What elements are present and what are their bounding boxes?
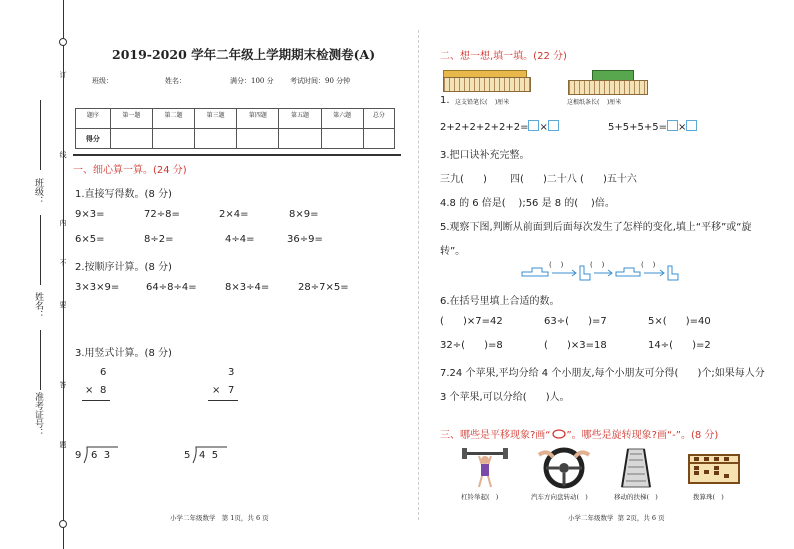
escalator-icon bbox=[618, 447, 654, 489]
class-label: 班级： bbox=[33, 178, 43, 205]
paper-caption: 这根纸条长( )厘米 bbox=[567, 99, 622, 106]
arrow-2 bbox=[594, 270, 612, 276]
q3-item: ( )五十六 bbox=[580, 174, 637, 185]
q6-item: ( )×7=42 bbox=[440, 316, 503, 327]
header-cell: 第五题 bbox=[279, 109, 321, 129]
vert1-bottom: 8 bbox=[100, 385, 107, 396]
q2-expr2-text: 5+5+5+5= bbox=[608, 122, 667, 133]
left-footer: 小学二年级数学 第 1页，共 6 页 bbox=[170, 514, 269, 522]
weightlifter-icon bbox=[462, 447, 508, 489]
q1-item: 9×3= bbox=[75, 209, 105, 220]
picture-caption: 移动的扶梯( ) bbox=[614, 493, 658, 501]
section-divider bbox=[73, 154, 401, 156]
q2-expr2 bbox=[608, 120, 697, 133]
name-line bbox=[40, 215, 41, 285]
q1-number: 1. bbox=[440, 95, 450, 106]
abacus-icon bbox=[688, 452, 740, 486]
binding-char: 内 bbox=[59, 219, 67, 227]
shape-4 bbox=[668, 266, 678, 280]
header-cell: 第二题 bbox=[152, 109, 194, 129]
binding-char: 线 bbox=[59, 151, 67, 159]
q1-item: 8÷2= bbox=[144, 234, 174, 245]
answer-box[interactable] bbox=[686, 120, 697, 131]
section1-title: 一、细心算一算。(24 分) bbox=[73, 165, 187, 176]
q1-item: 36÷9= bbox=[287, 234, 323, 245]
q3-label-right: 3.把口诀补充完整。 bbox=[440, 150, 530, 161]
picture-caption: 拨算珠( ) bbox=[693, 493, 724, 501]
picture-caption: 汽车方向盘转动( ) bbox=[531, 493, 588, 501]
info-name: 姓名： bbox=[165, 77, 186, 85]
header-cell: 题序 bbox=[76, 109, 111, 129]
header-cell: 第六题 bbox=[321, 109, 363, 129]
score-cell[interactable] bbox=[321, 129, 363, 149]
vert1-op: × bbox=[85, 385, 94, 396]
q6-label: 6.在括号里填上合适的数。 bbox=[440, 296, 560, 307]
ruler-image bbox=[568, 80, 648, 95]
section3-title-part2: ”。哪些是旋转现象?画“-”。(8 分) bbox=[566, 430, 719, 441]
q4-text: 4.8 的 6 倍是( );56 是 8 的( )倍。 bbox=[440, 198, 615, 209]
q5-blank[interactable]: ( ) bbox=[549, 261, 564, 269]
q2-item: 8×3÷4= bbox=[225, 282, 270, 293]
info-class: 班级： bbox=[92, 77, 113, 85]
header-cell: 第一题 bbox=[110, 109, 152, 129]
section3-title bbox=[440, 426, 718, 441]
q1-item: 2×4= bbox=[219, 209, 249, 220]
q2-label: 2.按顺序计算。(8 分) bbox=[75, 262, 172, 273]
q5-blank[interactable]: ( ) bbox=[641, 261, 656, 269]
header-cell: 第四题 bbox=[237, 109, 279, 129]
binding-line bbox=[63, 0, 64, 549]
info-full-score: 满分：100 分 bbox=[230, 77, 274, 85]
pencil-caption: 这支铅笔长( )厘米 bbox=[455, 99, 510, 106]
header-cell: 总分 bbox=[363, 109, 394, 129]
header-cell: 第三题 bbox=[195, 109, 237, 129]
shape-3 bbox=[616, 268, 640, 276]
q2-item: 28÷7×5= bbox=[298, 282, 349, 293]
q6-item: 14÷( )=2 bbox=[648, 340, 711, 351]
ruler-image bbox=[443, 77, 531, 92]
vert2-line bbox=[208, 400, 238, 401]
times-sign: × bbox=[677, 122, 687, 133]
circle-mark-icon bbox=[551, 429, 567, 439]
vert2-bottom: 7 bbox=[228, 385, 235, 396]
q1-item: 72÷8= bbox=[144, 209, 180, 220]
answer-box[interactable] bbox=[528, 120, 539, 131]
binding-char: 答 bbox=[59, 381, 67, 389]
vert1-line bbox=[82, 400, 110, 401]
div1-divisor: 9 bbox=[75, 450, 82, 461]
q6-item: 63÷( )=7 bbox=[544, 316, 607, 327]
q2-expr1-text: 2+2+2+2+2+2= bbox=[440, 122, 529, 133]
score-cell[interactable] bbox=[279, 129, 321, 149]
q5-blank[interactable]: ( ) bbox=[590, 261, 605, 269]
section3-title-part1: 三、哪些是平移现象?画“ bbox=[440, 430, 551, 441]
exam-title: 2019-2020 学年二年级上学期期末检测卷(A) bbox=[112, 47, 376, 62]
name-label: 姓名： bbox=[33, 292, 43, 319]
q1-item: 4÷4= bbox=[225, 234, 255, 245]
div2-dividend: 4 5 bbox=[199, 450, 219, 461]
q3-item: 四( )二十八 bbox=[510, 174, 577, 185]
q5-line1: 5.观察下图,判断从前面到后面每次发生了怎样的变化,填上“平移”或“旋 bbox=[440, 222, 752, 233]
score-cell[interactable] bbox=[195, 129, 237, 149]
page-divider bbox=[418, 30, 419, 520]
div1-dividend: 6 3 bbox=[91, 450, 111, 461]
answer-box[interactable] bbox=[667, 120, 678, 131]
picture-caption: 杠铃举起( ) bbox=[461, 493, 499, 501]
q1-item: 8×9= bbox=[289, 209, 319, 220]
div2-divisor: 5 bbox=[184, 450, 191, 461]
q6-item: ( )×3=18 bbox=[544, 340, 607, 351]
vert1-top: 6 bbox=[100, 367, 107, 378]
steering-wheel-icon bbox=[537, 447, 591, 489]
score-table-header-row bbox=[76, 109, 395, 129]
score-label-cell: 得分 bbox=[76, 129, 111, 149]
q6-item: 5×( )=40 bbox=[648, 316, 711, 327]
score-cell[interactable] bbox=[110, 129, 152, 149]
section2-title: 二、想一想,填一填。(22 分) bbox=[440, 51, 567, 62]
score-cell[interactable] bbox=[237, 129, 279, 149]
q1-label: 1.直接写得数。(8 分) bbox=[75, 189, 172, 200]
score-table bbox=[75, 108, 395, 149]
vert2-top: 3 bbox=[228, 367, 235, 378]
q7-line2: 3 个苹果,可以分给( )人。 bbox=[440, 392, 570, 403]
exam-id-line bbox=[40, 330, 41, 390]
class-line bbox=[40, 100, 41, 170]
q2-item: 64÷8÷4= bbox=[146, 282, 197, 293]
q6-item: 32÷( )=8 bbox=[440, 340, 503, 351]
vert2-op: × bbox=[212, 385, 221, 396]
q2-expr1 bbox=[440, 120, 559, 133]
score-cell[interactable] bbox=[152, 129, 194, 149]
binding-hole bbox=[59, 520, 67, 528]
right-footer: 小学二年级数学 第 2页，共 6 页 bbox=[568, 514, 665, 522]
q5-line2: 转”。 bbox=[440, 246, 466, 257]
answer-box[interactable] bbox=[548, 120, 559, 131]
binding-char: 要 bbox=[59, 301, 67, 309]
q2-item: 3×3×9= bbox=[75, 282, 120, 293]
info-time: 考试时间：90 分钟 bbox=[290, 77, 351, 85]
q7-line1: 7.24 个苹果,平均分给 4 个小朋友,每个小朋友可分得( )个;如果每人分 bbox=[440, 368, 765, 379]
binding-hole bbox=[59, 38, 67, 46]
score-table-score-row bbox=[76, 129, 395, 149]
arrow-1 bbox=[552, 270, 576, 276]
q1-item: 6×5= bbox=[75, 234, 105, 245]
binding-char: 订 bbox=[59, 71, 67, 79]
binding-char: 不 bbox=[59, 259, 67, 267]
times-sign: × bbox=[539, 122, 548, 133]
exam-id-label: 准考证号： bbox=[33, 392, 43, 437]
shape-2 bbox=[580, 266, 590, 280]
shape-1 bbox=[522, 268, 548, 276]
q3-label: 3.用竖式计算。(8 分) bbox=[75, 348, 172, 359]
q3-item: 三九( ) bbox=[440, 174, 487, 185]
arrow-3 bbox=[644, 270, 664, 276]
score-cell[interactable] bbox=[363, 129, 394, 149]
binding-char: 题 bbox=[59, 441, 67, 449]
